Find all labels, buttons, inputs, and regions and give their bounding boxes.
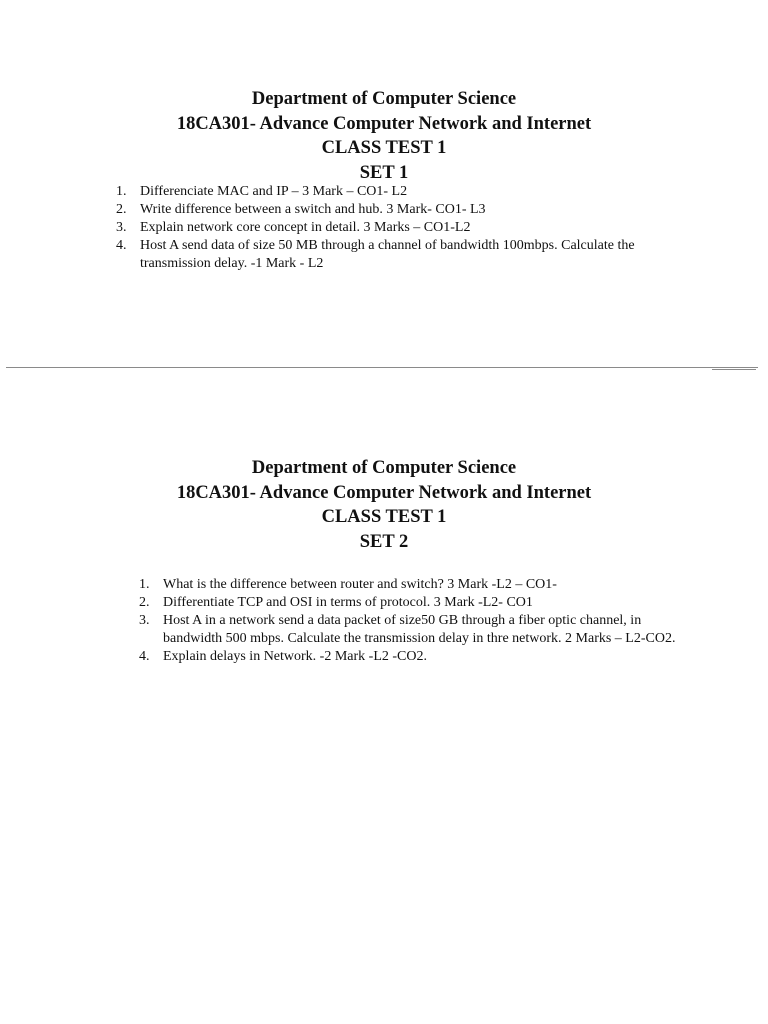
set2-department: Department of Computer Science bbox=[251, 458, 517, 478]
set1-course: 18CA301- Advance Computer Network and Internet bbox=[176, 113, 592, 134]
set1-set-label: SET 1 bbox=[359, 162, 409, 183]
question-text: Host A in a network send a data packet of size50 GB through a fiber optic channel, in bandwidth 500 mbps. Calculate the transmission delay in thre network. 2 Marks – L2-CO2. bbox=[163, 613, 676, 646]
set2-question-2 bbox=[139, 594, 684, 612]
question-text: Explain delays in Network. -2 Mark -L2 -CO2. bbox=[163, 649, 427, 664]
question-text: Explain network core concept in detail. 3 Marks – CO1-L2 bbox=[140, 220, 471, 235]
question-text: Host A send data of size 50 MB through a channel of bandwidth 100mbps. Calculate the transmission delay. -1 Mark - L2 bbox=[140, 238, 635, 271]
set1-department: Department of Computer Science bbox=[251, 89, 517, 109]
question-text: Differentiate TCP and OSI in terms of protocol. 3 Mark -L2- CO1 bbox=[163, 595, 533, 610]
question-number: 2. bbox=[116, 202, 127, 217]
page-divider-tail bbox=[712, 369, 756, 370]
set1-question-4 bbox=[116, 237, 676, 273]
set2-course: 18CA301- Advance Computer Network and Internet bbox=[176, 482, 592, 503]
question-number: 2. bbox=[139, 595, 150, 610]
page-divider bbox=[6, 367, 758, 368]
set2-question-3 bbox=[139, 612, 684, 648]
set2-set-label: SET 2 bbox=[359, 531, 409, 552]
set1-question-1 bbox=[116, 183, 676, 201]
set1-heading bbox=[0, 87, 768, 185]
set1-question-list bbox=[116, 183, 676, 273]
question-number: 4. bbox=[139, 649, 150, 664]
question-text: Differenciate MAC and IP – 3 Mark – CO1- L2 bbox=[140, 184, 408, 199]
question-number: 1. bbox=[116, 184, 127, 199]
set2-question-list bbox=[139, 576, 684, 666]
set2-question-4 bbox=[139, 648, 684, 666]
set2-test-title: CLASS TEST 1 bbox=[321, 507, 447, 527]
question-number: 3. bbox=[139, 613, 150, 628]
question-number: 4. bbox=[116, 238, 127, 253]
set2-question-1 bbox=[139, 576, 684, 594]
question-text: What is the difference between router and switch? 3 Mark -L2 – CO1- bbox=[163, 577, 557, 592]
set1-question-3 bbox=[116, 219, 676, 237]
set1-test-title: CLASS TEST 1 bbox=[321, 138, 447, 158]
set1-question-2 bbox=[116, 201, 676, 219]
question-number: 3. bbox=[116, 220, 127, 235]
question-text: Write difference between a switch and hub. 3 Mark- CO1- L3 bbox=[140, 202, 486, 217]
set2-heading bbox=[0, 456, 768, 554]
question-number: 1. bbox=[139, 577, 150, 592]
